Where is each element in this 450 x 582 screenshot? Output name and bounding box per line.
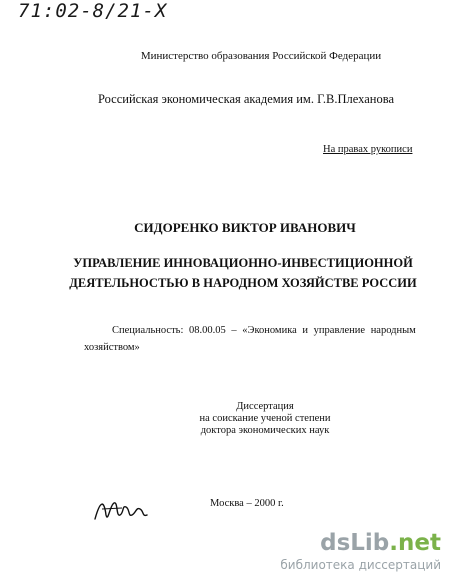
- dslib-subtitle: библиотека диссертаций: [280, 558, 441, 572]
- specialty-line1: Специальность: 08.00.05 – «Экономика и управление народным: [112, 325, 416, 336]
- dissertation-title-line2: ДЕЯТЕЛЬНОСТЬЮ В НАРОДНОМ ХОЗЯЙСТВЕ РОССИИ: [69, 276, 417, 290]
- degree-line3: доктора экономических наук: [200, 425, 330, 436]
- degree-line1: Диссертация: [236, 401, 294, 412]
- dslib-logo: [320, 530, 441, 556]
- degree-line2: на соискание ученой степени: [199, 413, 331, 424]
- catalog-code-handwritten: 71:02-8/21-Х: [18, 0, 168, 22]
- dslib-watermark: [270, 530, 445, 578]
- dslib-logo-tld: .net: [389, 530, 441, 556]
- ministry-name: Министерство образования Российской Федерации: [140, 50, 382, 62]
- dslib-logo-main: dsLib: [320, 530, 390, 556]
- rights-note: На правах рукописи: [323, 144, 413, 155]
- city-year: Москва – 2000 г.: [210, 498, 284, 509]
- dissertation-title-line1: УПРАВЛЕНИЕ ИННОВАЦИОННО-ИНВЕСТИЦИОННОЙ: [73, 256, 413, 270]
- academy-name: Российская экономическая академия им. Г.В.Плеханова: [97, 92, 394, 106]
- author-name: СИДОРЕНКО ВИКТОР ИВАНОВИЧ: [134, 220, 356, 235]
- specialty-line2: хозяйством»: [84, 342, 140, 353]
- author-signature: [92, 495, 150, 525]
